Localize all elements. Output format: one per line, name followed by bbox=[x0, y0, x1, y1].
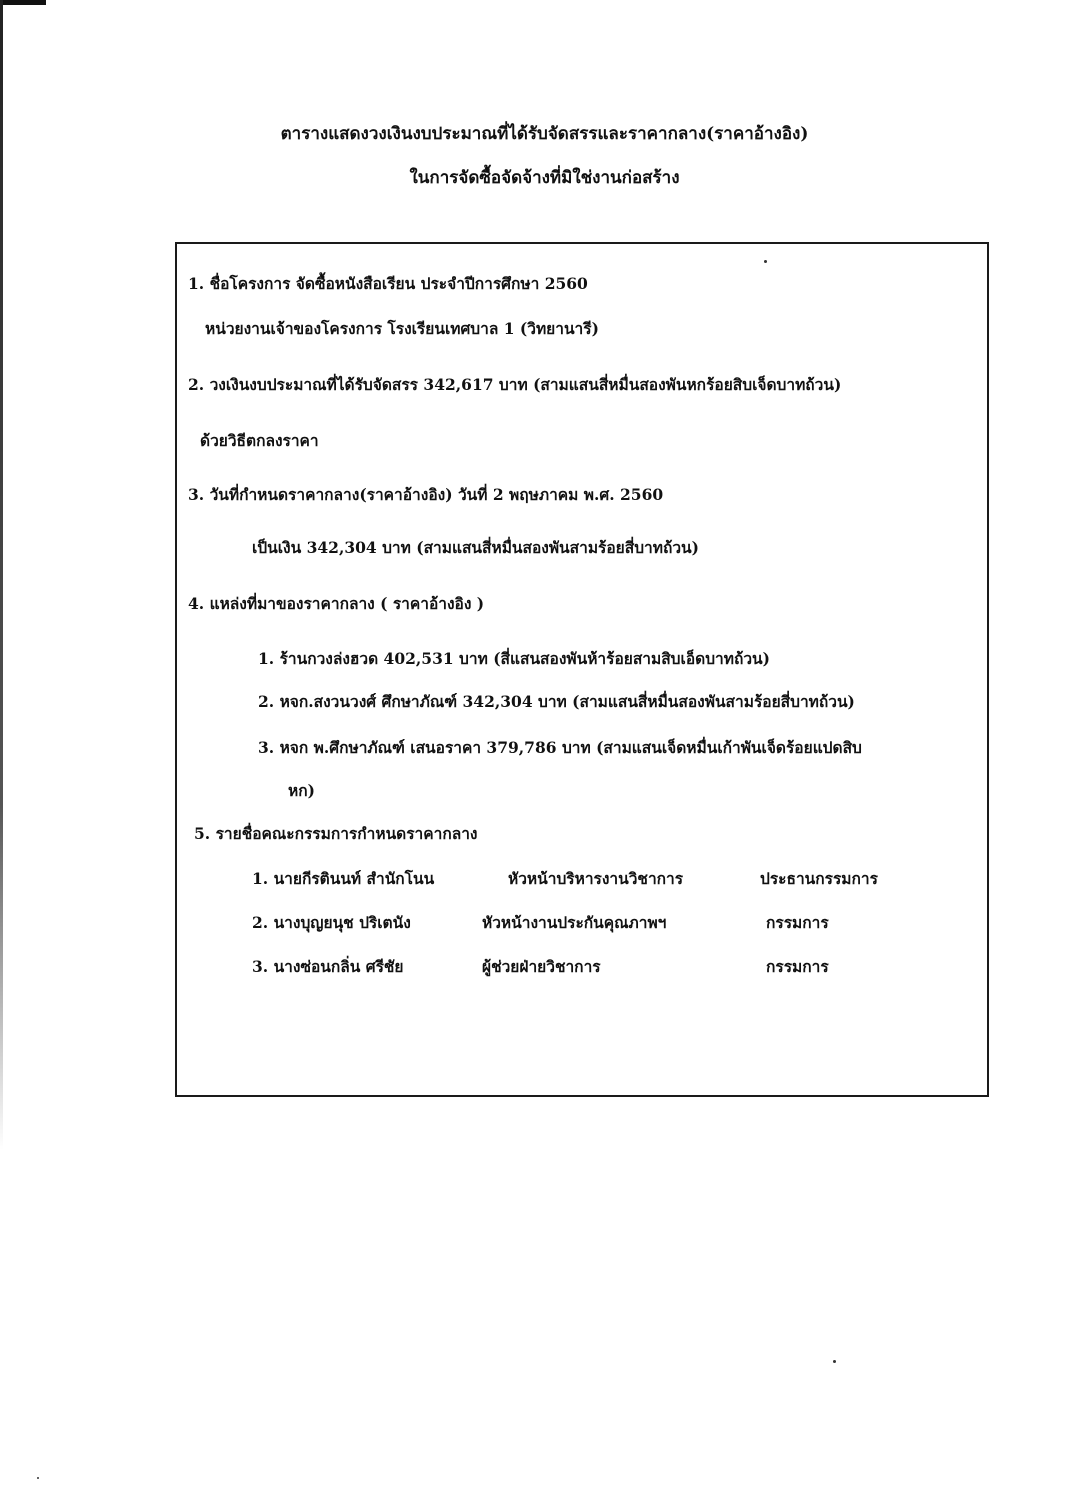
price-source-1: 1. ร้านกวงล่งฮวด 402,531 บาท (สี่แสนสองพันห้าร้อยสามสิบเอ็ดบาทถ้วน) bbox=[258, 649, 770, 668]
price-source-3: 3. หจก พ.ศึกษาภัณฑ์ เสนอราคา 379,786 บาท (สามแสนเจ็ดหมื่นเก้าพันเจ็ดร้อยแปดสิบ bbox=[258, 738, 862, 757]
scan-edge-mark bbox=[0, 0, 46, 5]
committee-member-2-role: กรรมการ bbox=[766, 913, 829, 932]
committee-member-2-position: หัวหน้างานประกันคุณภาพฯ bbox=[482, 913, 667, 932]
project-name: 1. ชื่อโครงการ จัดซื้อหนังสือเรียน ประจำปีการศึกษา 2560 bbox=[188, 274, 588, 293]
committee-heading: 5. รายชื่อคณะกรรมการกำหนดราคากลาง bbox=[194, 824, 478, 843]
committee-member-3-role: กรรมการ bbox=[766, 957, 829, 976]
procurement-method: ด้วยวิธีตกลงราคา bbox=[200, 431, 319, 450]
price-sources-heading: 4. แหล่งที่มาของราคากลาง ( ราคาอ้างอิง ) bbox=[188, 594, 485, 613]
allocated-budget: 2. วงเงินงบประมาณที่ได้รับจัดสรร 342,617 บาท (สามแสนสี่หมื่นสองพันหกร้อยสิบเจ็ดบาทถ้วน) bbox=[188, 375, 842, 394]
price-source-3-continued: หก) bbox=[288, 781, 315, 800]
median-price-date: 3. วันที่กำหนดราคากลาง(ราคาอ้างอิง) วันที่ 2 พฤษภาคม พ.ศ. 2560 bbox=[188, 485, 664, 504]
document-title-line-1: ตารางแสดงวงเงินงบประมาณที่ได้รับจัดสรรและราคากลาง(ราคาอ้างอิง) bbox=[280, 124, 809, 144]
document-title-line-2: ในการจัดซื้อจัดจ้างที่มิใช่งานก่อสร้าง bbox=[409, 168, 680, 188]
owner-agency: หน่วยงานเจ้าของโครงการ โรงเรียนเทศบาล 1 (วิทยานารี) bbox=[205, 319, 599, 338]
committee-member-1-position: หัวหน้าบริหารงานวิชาการ bbox=[508, 869, 684, 888]
committee-member-3-position: ผู้ช่วยฝ่ายวิชาการ bbox=[482, 957, 601, 976]
price-source-2: 2. หจก.สงวนวงศ์ ศึกษาภัณฑ์ 342,304 บาท (สามแสนสี่หมื่นสองพันสามร้อยสี่บาทถ้วน) bbox=[258, 692, 855, 711]
median-price-amount: เป็นเงิน 342,304 บาท (สามแสนสี่หมื่นสองพันสามร้อยสี่บาทถ้วน) bbox=[252, 538, 699, 557]
committee-member-3-name: 3. นางซ่อนกลิ่น ศรีชัย bbox=[252, 957, 404, 976]
scan-speck bbox=[833, 1360, 836, 1363]
committee-member-2-name: 2. นางบุญยนุช ปริเตนัง bbox=[252, 913, 411, 932]
committee-member-1-role: ประธานกรรมการ bbox=[760, 869, 878, 888]
scan-speck bbox=[37, 1477, 39, 1479]
committee-member-1-name: 1. นายกีรตินนท์ สำนักโนน bbox=[252, 869, 435, 888]
